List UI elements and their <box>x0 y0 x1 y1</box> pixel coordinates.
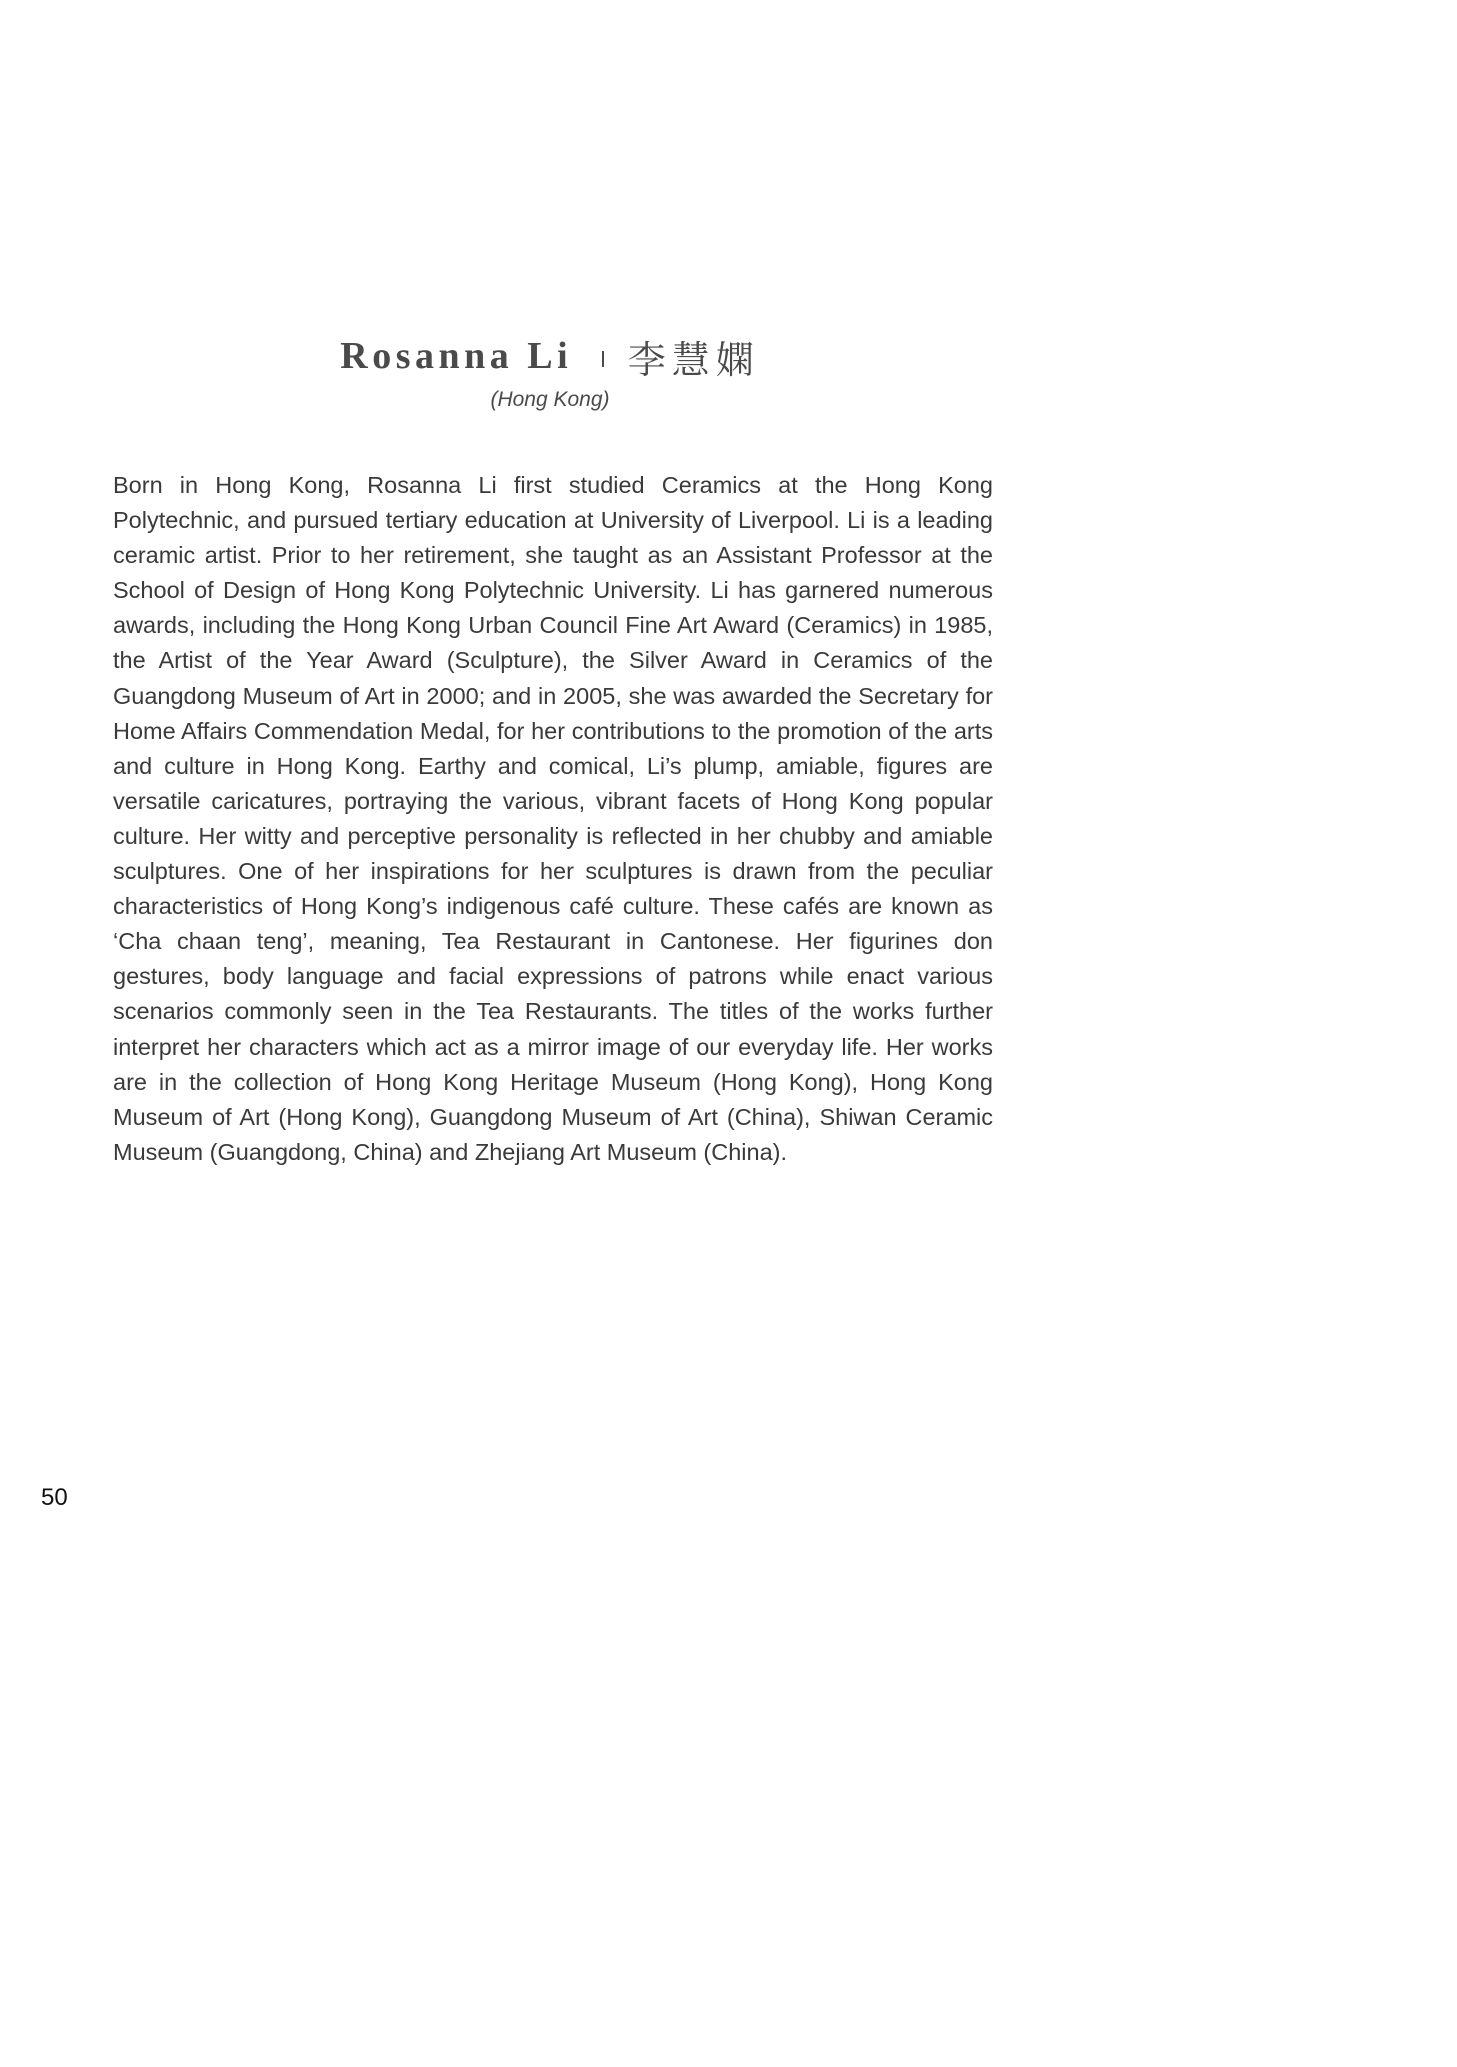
title-divider <box>602 351 604 367</box>
artist-name-english: Rosanna Li <box>340 335 573 377</box>
biography-paragraph: Born in Hong Kong, Rosanna Li first studied Ceramics at the Hong Kong Polytechnic, and pursued tertiary education at University of Liverpool. Li is a leading ceramic artist. Prior to her retirement, she taught as an Assistant Professor at the School of Design of Hong Kong Polytechnic University. Li has garnered numerous awards, including the Hong Kong Urban Council Fine Art Award (Ceramics) in 1985, the Artist of the Year Award (Sculpture), the Silver Award in Ceramics of the Guangdong Museum of Art in 2000; and in 2005, she was awarded the Secretary for Home Affairs Commendation Medal, for her contributions to the promotion of the arts and culture in Hong Kong. Earthy and comical, Li’s plump, amiable, figures are versatile caricatures, portraying the various, vibrant facets of Hong Kong popular culture. Her witty and perceptive personality is reflected in her chubby and amiable sculptures. One of her inspirations for her sculptures is drawn from the peculiar characteristics of Hong Kong’s indigenous café culture. These cafés are known as ‘Cha chaan teng’, meaning, Tea Restaurant in Cantonese. Her figurines don gestures, body language and facial expressions of patrons while enact various scenarios commonly seen in the Tea Restaurants. The titles of the works further interpret her characters which act as a mirror image of our everyday life. Her works are in the collection of Hong Kong Heritage Museum (Hong Kong), Hong Kong Museum of Art (Hong Kong), Guangdong Museum of Art (China), Shiwan Ceramic Museum (Guangdong, China) and Zhejiang Art Museum (China). <box>113 472 993 1165</box>
artist-location: (Hong Kong) <box>490 388 610 411</box>
artist-name-chinese: 李慧嫻 <box>627 337 760 382</box>
title-line <box>0 330 1100 382</box>
page-number: 50 <box>41 1484 68 1511</box>
artist-heading <box>0 330 1100 412</box>
